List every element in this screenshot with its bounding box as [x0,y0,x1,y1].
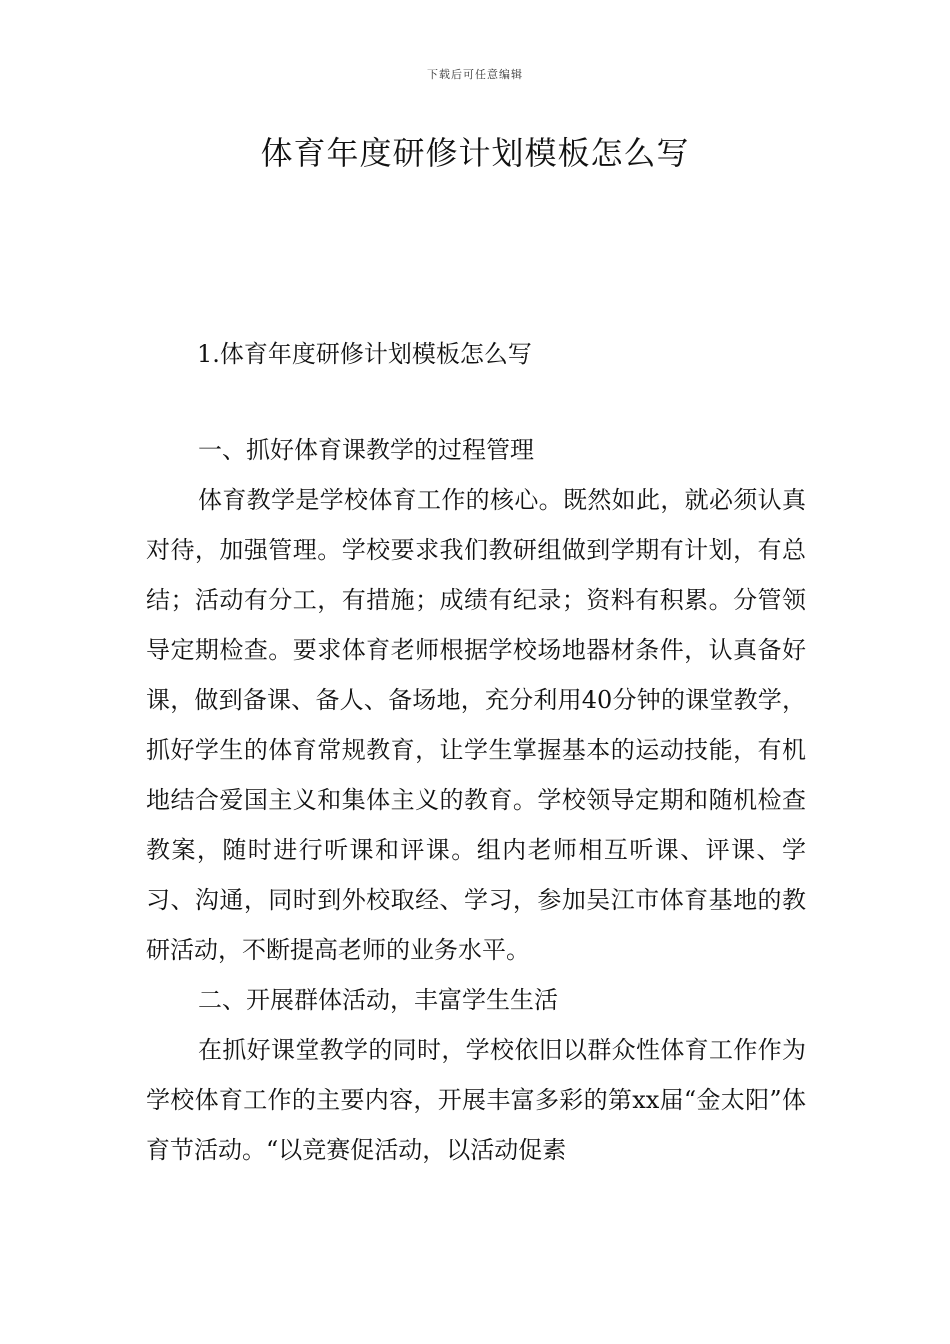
header-note: 下载后可任意编辑 [427,68,523,81]
section-paragraph-1: 体育教学是学校体育工作的核心。既然如此，就必须认真对待，加强管理。学校要求我们教研组做到学期有计划，有总结；活动有分工，有措施；成绩有纪录；资料有积累。分管领导定期检查。要求体育老师根据学校场地器材条件，认真备好课，做到备课、备人、备场地，充分利用40分钟的课堂教学，抓好学生的体育常规教育，让学生掌握基本的运动技能，有机地结合爱国主义和集体主义的教育。学校领导定期和随机检查教案，随时进行听课和评课。组内老师相互听课、评课、学习、沟通，同时到外校取经、学习，参加吴江市体育基地的教研活动，不断提高老师的业务水平。 [146,486,806,964]
section-heading-2: 二、开展群体活动，丰富学生生活 [198,986,558,1014]
document-subtitle: 1.体育年度研修计划模板怎么写 [197,340,532,368]
section-heading-1: 一、抓好体育课教学的过程管理 [198,436,534,464]
document-title: 体育年度研修计划模板怎么写 [260,134,690,172]
section-paragraph-2: 在抓好课堂教学的同时，学校依旧以群众性体育工作作为学校体育工作的主要内容，开展丰富多彩的第xx届“金太阳”体育节活动。“以竞赛促活动，以活动促素 [146,1036,806,1164]
document-body [146,425,806,1175]
